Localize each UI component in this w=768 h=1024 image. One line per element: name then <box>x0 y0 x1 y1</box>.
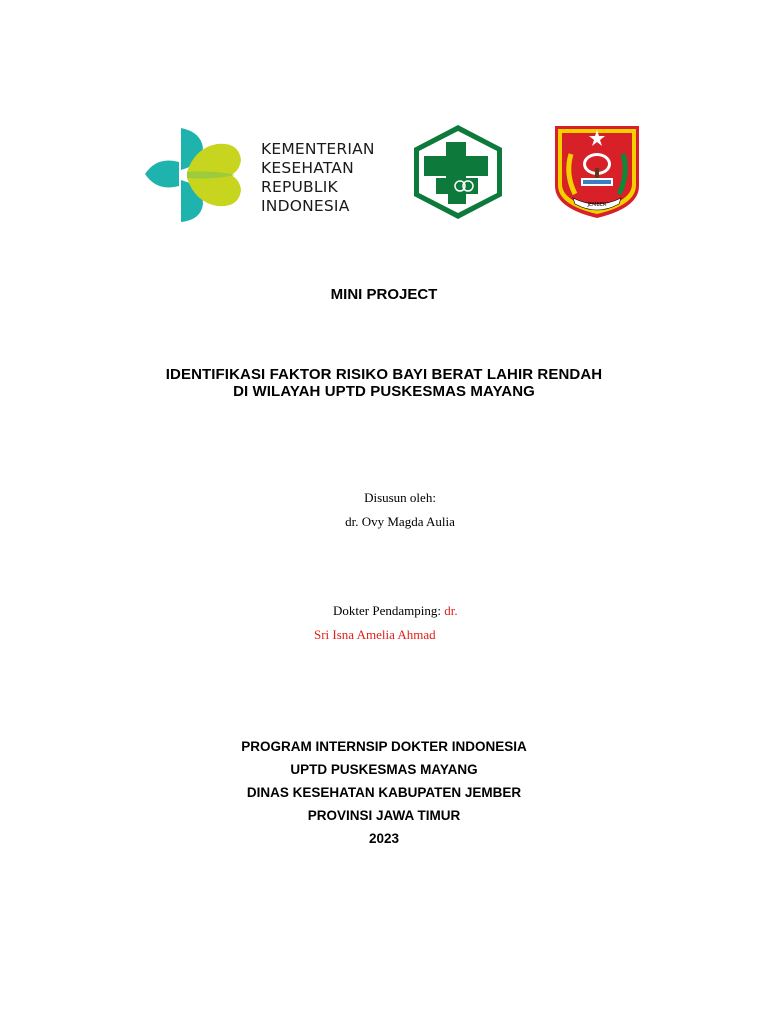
supervisor-name: Sri Isna Amelia Ahmad <box>314 627 436 642</box>
footer-province: PROVINSI JAWA TIMUR <box>307 808 461 823</box>
puskesmas-cross-logo-icon <box>408 122 508 222</box>
supervisor-line <box>333 603 458 619</box>
supervisor-prefix: dr. <box>440 603 458 618</box>
supervisor-label: Dokter Pendamping: <box>333 603 441 618</box>
document-type-heading: MINI PROJECT <box>330 286 438 303</box>
kemenkes-leaf-logo-icon <box>143 126 243 224</box>
jember-regency-emblem-icon <box>553 124 641 220</box>
prepared-by-label: Disusun oleh: <box>364 490 436 505</box>
svg-text:JEMBER: JEMBER <box>587 202 607 208</box>
logo-header <box>0 0 768 240</box>
footer-department: DINAS KESEHATAN KABUPATEN JEMBER <box>246 785 522 800</box>
document-title-line-2: DI WILAYAH UPTD PUSKESMAS MAYANG <box>233 383 535 400</box>
document-title-line-1: IDENTIFIKASI FAKTOR RISIKO BAYI BERAT LAHIR RENDAH <box>165 366 603 383</box>
kemenkes-line-2: KESEHATAN <box>261 159 354 177</box>
kemenkes-line-3: REPUBLIK <box>261 178 338 196</box>
kemenkes-line-1: KEMENTERIAN <box>261 140 375 158</box>
kemenkes-line-4: INDONESIA <box>261 197 350 215</box>
footer-program: PROGRAM INTERNSIP DOKTER INDONESIA <box>241 739 527 754</box>
footer-year: 2023 <box>368 831 400 846</box>
kemenkes-wordmark <box>261 140 375 216</box>
footer-institution: UPTD PUSKESMAS MAYANG <box>290 762 478 777</box>
author-name: dr. Ovy Magda Aulia <box>345 514 455 529</box>
